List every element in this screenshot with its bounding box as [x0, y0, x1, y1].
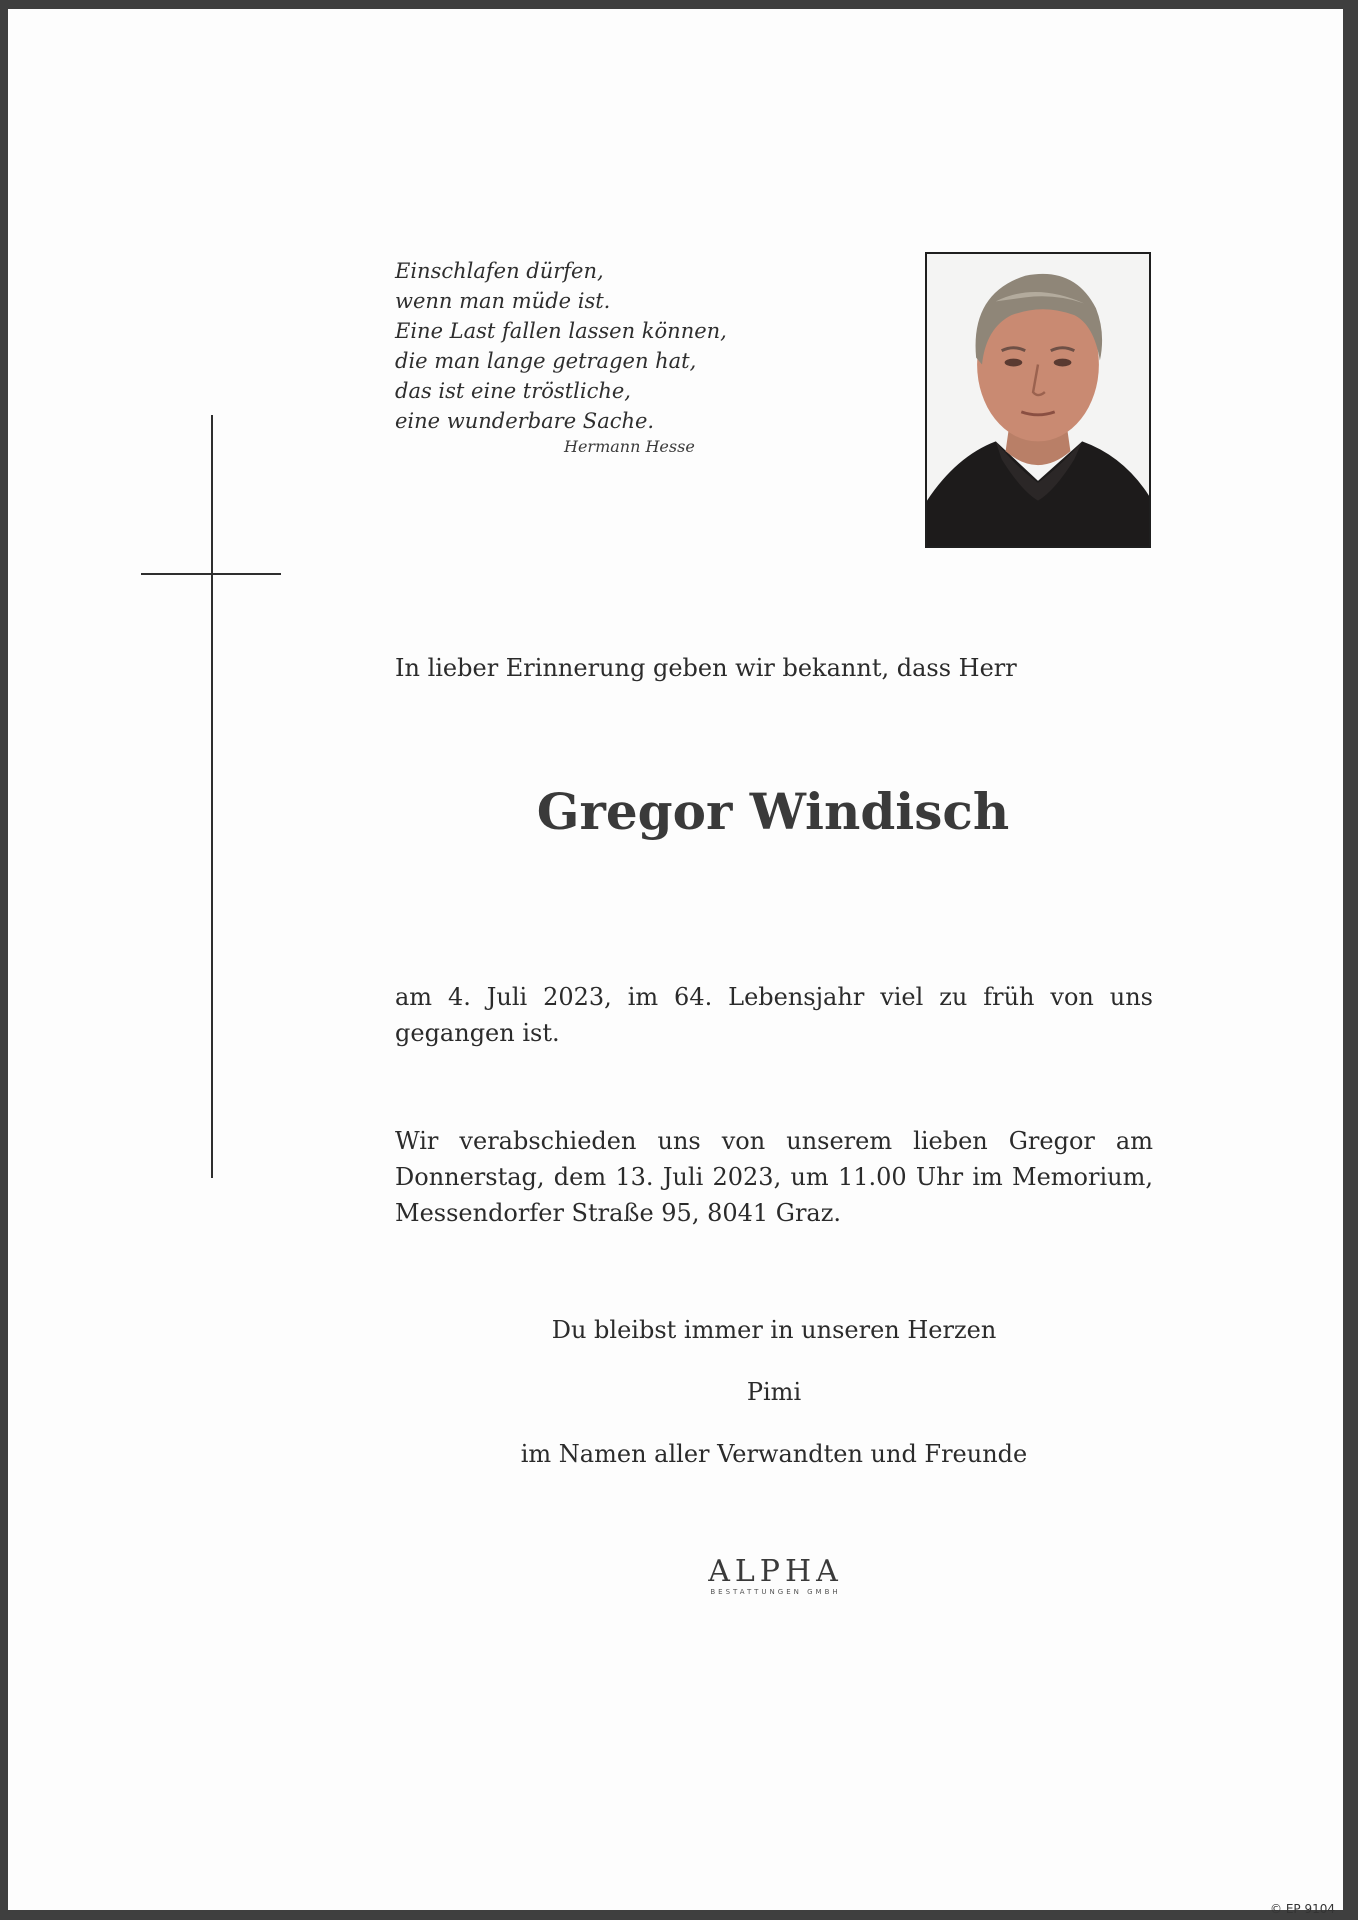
closing-line: Du bleibst immer in unseren Herzen [551, 1316, 997, 1344]
logo-name: ALPHA [708, 1554, 843, 1589]
portrait-photo [925, 252, 1151, 548]
funeral-home-logo [688, 1554, 863, 1596]
intro-text: In lieber Erinnerung geben wir bekannt, dass Herr [395, 654, 1017, 682]
poem-author: Hermann Hesse [564, 437, 695, 456]
logo-subtitle: BESTATTUNGEN GMBH [710, 1588, 841, 1596]
poem-line: eine wunderbare Sache. [395, 409, 655, 433]
mourner-name: Pimi [746, 1378, 802, 1406]
death-notice [395, 979, 1153, 1051]
poem-line: das ist eine tröstliche, [395, 379, 631, 403]
farewell-line: Messendorfer Straße 95, 8041 Graz. [395, 1199, 842, 1227]
death-notice-line: gegangen ist. [395, 1019, 560, 1047]
poem-line: die man lange getragen hat, [395, 349, 697, 373]
farewell-line: Donnerstag, dem 13. Juli 2023, um 11.00 Uhr im Memorium, [395, 1163, 1153, 1191]
deceased-name: Gregor Windisch [536, 782, 1010, 841]
poem-line: Eine Last fallen lassen können, [395, 319, 727, 343]
farewell-line: Wir verabschieden uns von unserem lieben Gregor am [395, 1127, 1153, 1155]
poem-line: Einschlafen dürfen, [395, 259, 604, 283]
cross-horizontal-bar [141, 573, 281, 575]
poem-line: wenn man müde ist. [395, 289, 611, 313]
farewell-notice [395, 1123, 1153, 1231]
poem [395, 256, 727, 436]
print-code: © EP 9104 [1270, 1902, 1335, 1916]
closing-line: im Namen aller Verwandten und Freunde [520, 1440, 1028, 1468]
death-notice-line: am 4. Juli 2023, im 64. Lebensjahr viel zu früh von uns [395, 983, 1153, 1011]
portrait-illustration [927, 254, 1149, 546]
